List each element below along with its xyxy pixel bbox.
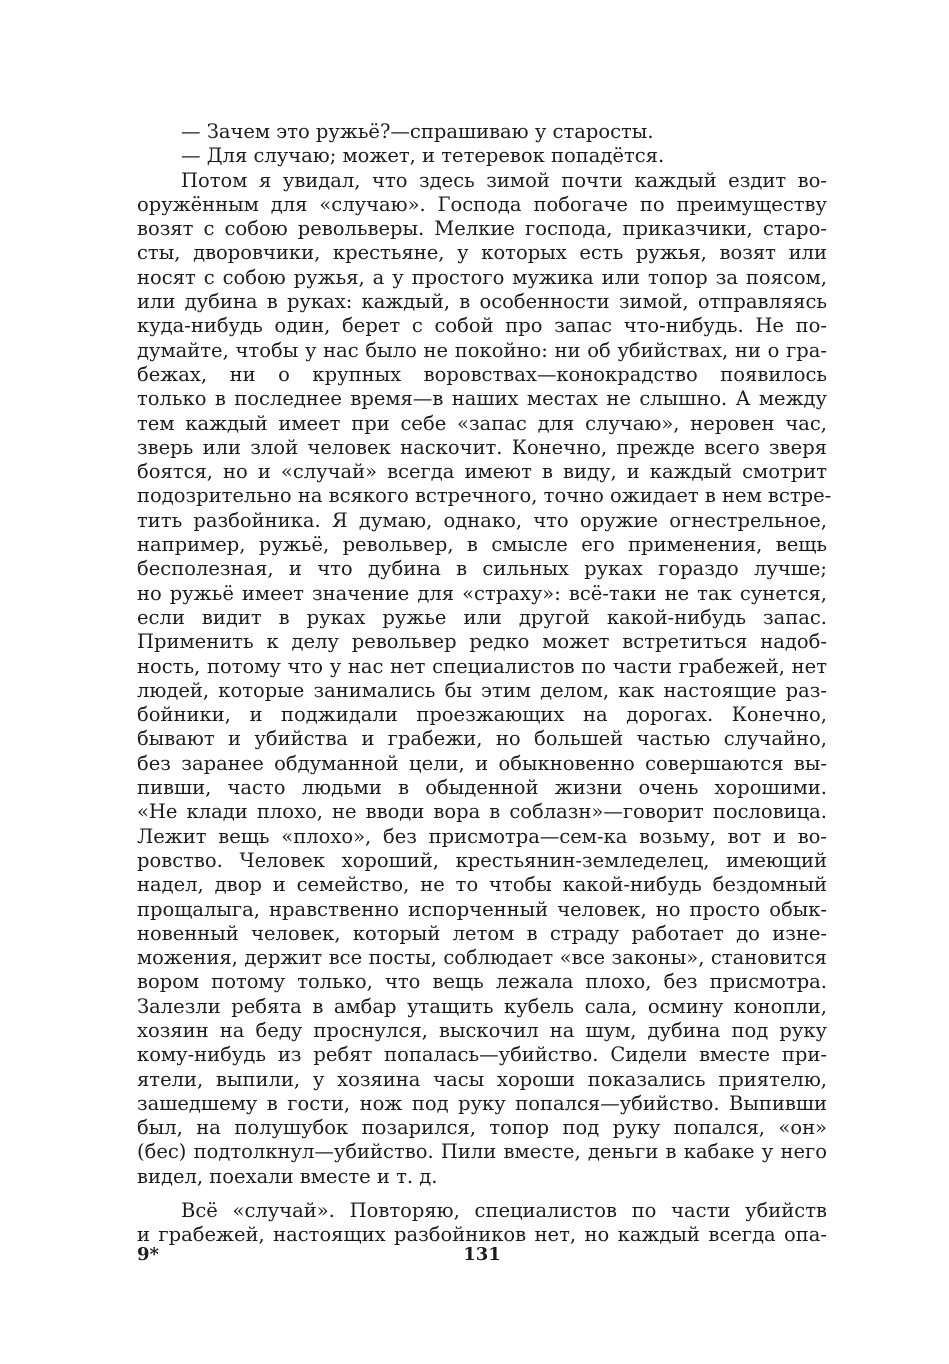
text-line-paragraph-end: видел, поехали вместе и т. д. — [137, 1164, 438, 1188]
text-line: без заранее обдуманной цели, и обыкновенно совершаются вы- — [137, 751, 827, 775]
text-line: «Не клади плохо, не вводи вора в соблазн»—говорит пословица. — [137, 800, 827, 824]
text-line-dialogue-1: — Зачем это ружьё?—спрашиваю у старосты. — [181, 120, 654, 143]
text-line-dialogue-2: — Для случаю; может, и тетеревок попадётся. — [181, 144, 665, 168]
text-line: сты, дворовчики, крестьяне, у которых есть ружья, возят или — [137, 241, 827, 265]
text-line: только в последнее время—в наших местах не слышно. А между — [137, 387, 827, 411]
text-line: бежах, ни о крупных воровствах—конокрадство появилось — [137, 362, 827, 386]
text-line: можения, держит все посты, соблюдает «все законы», становится — [137, 946, 827, 970]
text-line: надел, двор и семейство, не то чтобы какой-нибудь бездомный — [137, 873, 827, 897]
text-line: если видит в руках ружье или другой какой-нибудь запас. — [137, 605, 827, 629]
text-line: или дубина в руках: каждый, в особенности зимой, отправляясь — [137, 290, 827, 314]
text-line: зашедшему в гости, нож под руку попался—убийство. Выпивши — [137, 1091, 827, 1115]
text-line: возят с собою револьверы. Мелкие господа, приказчики, старо- — [137, 217, 827, 241]
text-line: например, ружьё, револьвер, в смысле его применения, вещь — [137, 533, 827, 557]
body-text — [137, 120, 832, 1248]
text-line: но ружьё имеет значение для «страху»: всё-таки не так сунется, — [137, 581, 827, 605]
text-line: прощалыга, нравственно испорченный человек, но просто обык- — [137, 897, 827, 921]
text-line: бесполезная, и что дубина в сильных руках гораздо лучше; — [137, 557, 827, 581]
text-line-paragraph-start: Всё «случай». Повторяю, специалистов по части убийств — [181, 1199, 827, 1223]
text-line: думайте, чтобы у нас было не покойно: ни об убийствах, ни о гра- — [137, 338, 827, 362]
text-line: тить разбойника. Я думаю, однако, что оружие огнестрельное, — [137, 508, 827, 532]
text-line: Залезли ребята в амбар утащить кубель сала, осмину конопли, — [137, 994, 827, 1018]
text-line: зверь или злой человек наскочит. Конечно, прежде всего зверя — [137, 435, 827, 459]
text-line: вором потому только, что вещь лежала плохо, без присмотра. — [137, 970, 827, 994]
text-line: Применить к делу револьвер редко может встретиться надоб- — [137, 630, 827, 654]
text-line: (бес) подтолкнул—убийство. Пили вместе, деньги в кабаке у него — [137, 1140, 827, 1164]
text-line: бойники, и поджидали проезжающих на дорогах. Конечно, — [137, 703, 827, 727]
text-line: пивши, часто людьми в обыденной жизни очень хорошими. — [137, 776, 827, 800]
text-line: Потом я увидал, что здесь зимой почти каждый ездит во- — [181, 168, 827, 192]
text-line: был, на полушубок позарился, топор под руку попался, «он» — [137, 1116, 827, 1140]
signature-mark: 9* — [137, 1244, 159, 1265]
text-line: ровство. Человек хороший, крестьянин-земледелец, имеющий — [137, 848, 827, 872]
text-line: ятели, выпили, у хозяина часы хороши показались приятелю, — [137, 1067, 827, 1091]
text-line: людей, которые занимались бы этим делом, как настоящие раз- — [137, 678, 827, 702]
text-line: боятся, но и «случай» всегда имеют в виду, и каждый смотрит — [137, 460, 827, 484]
text-line: и грабежей, настоящих разбойников нет, но каждый всегда опа- — [137, 1223, 827, 1247]
text-line: носят с собою ружья, а у простого мужика или топор за поясом, — [137, 265, 827, 289]
text-line: ность, потому что у нас нет специалистов по части грабежей, нет — [137, 654, 827, 678]
page-footer — [137, 1244, 827, 1268]
text-line: кому-нибудь из ребят попалась—убийство. Сидели вместе при- — [137, 1043, 827, 1067]
text-line: оружённым для «случаю». Господа побогаче по преимуществу — [137, 192, 827, 216]
text-line: куда-нибудь один, берет с собой про запас что-нибудь. Не по- — [137, 314, 827, 338]
text-line: Лежит вещь «плохо», без присмотра—сем-ка возьму, вот и во- — [137, 824, 827, 848]
text-line: хозяин на беду проснулся, выскочил на шум, дубина под руку — [137, 1018, 827, 1042]
text-line: бывают и убийства и грабежи, но большей частью случайно, — [137, 727, 827, 751]
text-line: тем каждый имеет при себе «запас для случаю», неровен час, — [137, 411, 827, 435]
text-line: новенный человек, который летом в страду работает до изне- — [137, 921, 827, 945]
text-line: подозрительно на всякого встречного, точно ожидает в нем встре- — [137, 484, 832, 508]
page-number: 131 — [463, 1244, 501, 1265]
